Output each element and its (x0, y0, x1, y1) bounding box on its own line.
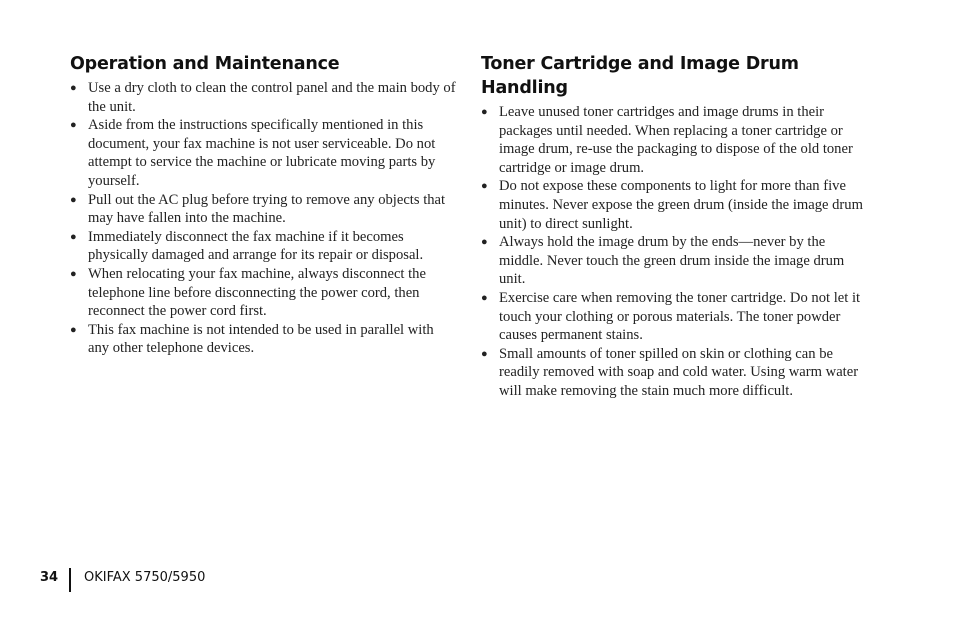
list-item: ● Pull out the AC plug before trying to remove any objects that may have fallen into the machine. (70, 191, 446, 227)
list-item: ● Do not expose these components to light for more than five minutes. Never expose the green drum (inside the image drum unit) to direct sunlight. (481, 178, 863, 232)
bullet-icon: ● (70, 82, 77, 94)
list-item: ● Immediately disconnect the fax machine if it becomes physically damaged and arrange for its repair or disposal. (70, 228, 424, 264)
operation-maintenance-heading: Operation and Maintenance (70, 54, 340, 74)
list-item: ● When relocating your fax machine, always disconnect the telephone line before disconnecting the power cord, then reconnect the power cord first. (70, 265, 426, 320)
bullet-icon: ● (481, 236, 488, 249)
toner-drum-list (481, 103, 871, 401)
bullet-icon: ● (70, 119, 77, 132)
bullet-icon: ● (481, 180, 488, 193)
list-item: ● Always hold the image drum by the ends—never by the middle. Never touch the green drum inside the image drum unit. (481, 234, 845, 288)
list-item: ● Aside from the instructions specifically mentioned in this document, your fax machine is not user serviceable. Do not attempt to service the machine or lubricate moving parts by yourself. (70, 117, 436, 189)
bullet-icon: ● (481, 106, 488, 118)
bullet-icon: ● (70, 267, 77, 280)
operation-maintenance-list (70, 79, 458, 358)
bullet-icon: ● (70, 323, 77, 336)
product-name: OKIFAX 5750/5950 (84, 570, 206, 585)
operation-maintenance-section (70, 52, 458, 358)
bullet-icon: ● (70, 193, 77, 206)
list-item: ● Leave unused toner cartridges and image drums in their packages until needed. When replacing a toner cartridge or image drum, re-use the packaging to dispose of the old toner cartridge or image drum. (481, 104, 853, 176)
bullet-icon: ● (481, 347, 488, 360)
page-number: 34 (40, 570, 59, 585)
toner-drum-section (481, 52, 871, 401)
bullet-icon: ● (70, 230, 77, 243)
list-item: ● This fax machine is not intended to be used in parallel with any other telephone devices. (70, 321, 434, 357)
toner-drum-heading: Toner Cartridge and Image Drum Handling (481, 54, 799, 98)
list-item: ● Exercise care when removing the toner cartridge. Do not let it touch your clothing or porous materials. The toner powder causes permanent stains. (481, 289, 861, 344)
bullet-icon: ● (481, 291, 488, 304)
list-item: ● Small amounts of toner spilled on skin or clothing can be readily removed with soap and cold water. Using warm water will make removing the stain much more difficult. (481, 345, 859, 399)
footer-divider (69, 568, 71, 592)
list-item: ● Use a dry cloth to clean the control panel and the main body of the unit. (70, 80, 456, 115)
